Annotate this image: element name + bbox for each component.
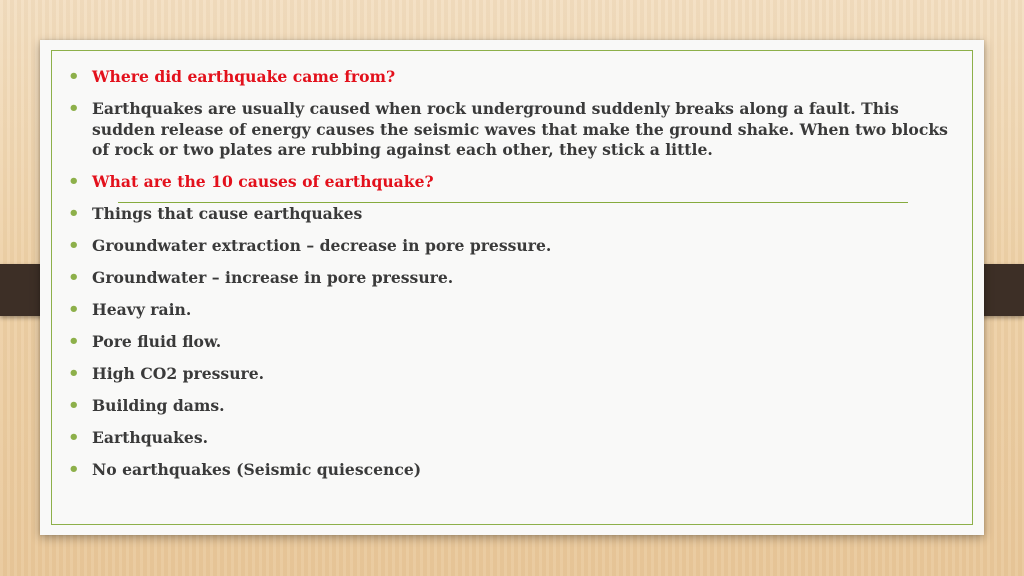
- list-item: [62, 428, 972, 449]
- list-item-explanation: [62, 99, 972, 161]
- list-item: [62, 332, 972, 353]
- bullet-icon: •: [68, 203, 80, 224]
- bullet-list: [62, 67, 972, 492]
- list-item: [62, 364, 972, 385]
- bullet-icon: •: [68, 427, 80, 448]
- item-text: Heavy rain.: [92, 300, 192, 319]
- list-item: [62, 396, 972, 417]
- item-text: What are the 10 causes of earthquake?: [92, 172, 434, 191]
- bullet-icon: •: [68, 235, 80, 256]
- list-item: [62, 268, 972, 289]
- item-text: Pore fluid flow.: [92, 332, 222, 351]
- bullet-icon: •: [68, 459, 80, 480]
- list-item: [62, 300, 972, 321]
- item-text-line: of rock or two plates are rubbing against each other, they stick a little.: [92, 140, 713, 159]
- bullet-icon: •: [68, 267, 80, 288]
- item-text: Building dams.: [92, 396, 225, 415]
- list-item: [62, 236, 972, 257]
- bullet-icon: •: [68, 331, 80, 352]
- bullet-icon: •: [68, 299, 80, 320]
- slide: [40, 40, 984, 535]
- item-text: Things that cause earthquakes: [92, 204, 363, 223]
- item-text: Earthquakes.: [92, 428, 209, 447]
- item-text: No earthquakes (Seismic quiescence): [92, 460, 422, 479]
- bullet-icon: •: [68, 66, 80, 87]
- item-text: Groundwater extraction – decrease in pore pressure.: [92, 236, 552, 255]
- bullet-icon: •: [68, 171, 80, 192]
- list-item: [62, 460, 972, 481]
- list-item-question-causes: [62, 172, 972, 193]
- list-item: [62, 204, 972, 225]
- item-text: Groundwater – increase in pore pressure.: [92, 268, 454, 287]
- item-text-line: Earthquakes are usually caused when rock underground suddenly breaks along a fault. This: [92, 99, 899, 118]
- bullet-icon: •: [68, 363, 80, 384]
- item-text: Where did earthquake came from?: [92, 67, 396, 86]
- bullet-icon: •: [68, 98, 80, 119]
- bullet-icon: •: [68, 395, 80, 416]
- item-text: High CO2 pressure.: [92, 364, 265, 383]
- item-text-line: sudden release of energy causes the seismic waves that make the ground shake. When two blocks: [92, 119, 948, 139]
- list-item-question-origin: [62, 67, 972, 88]
